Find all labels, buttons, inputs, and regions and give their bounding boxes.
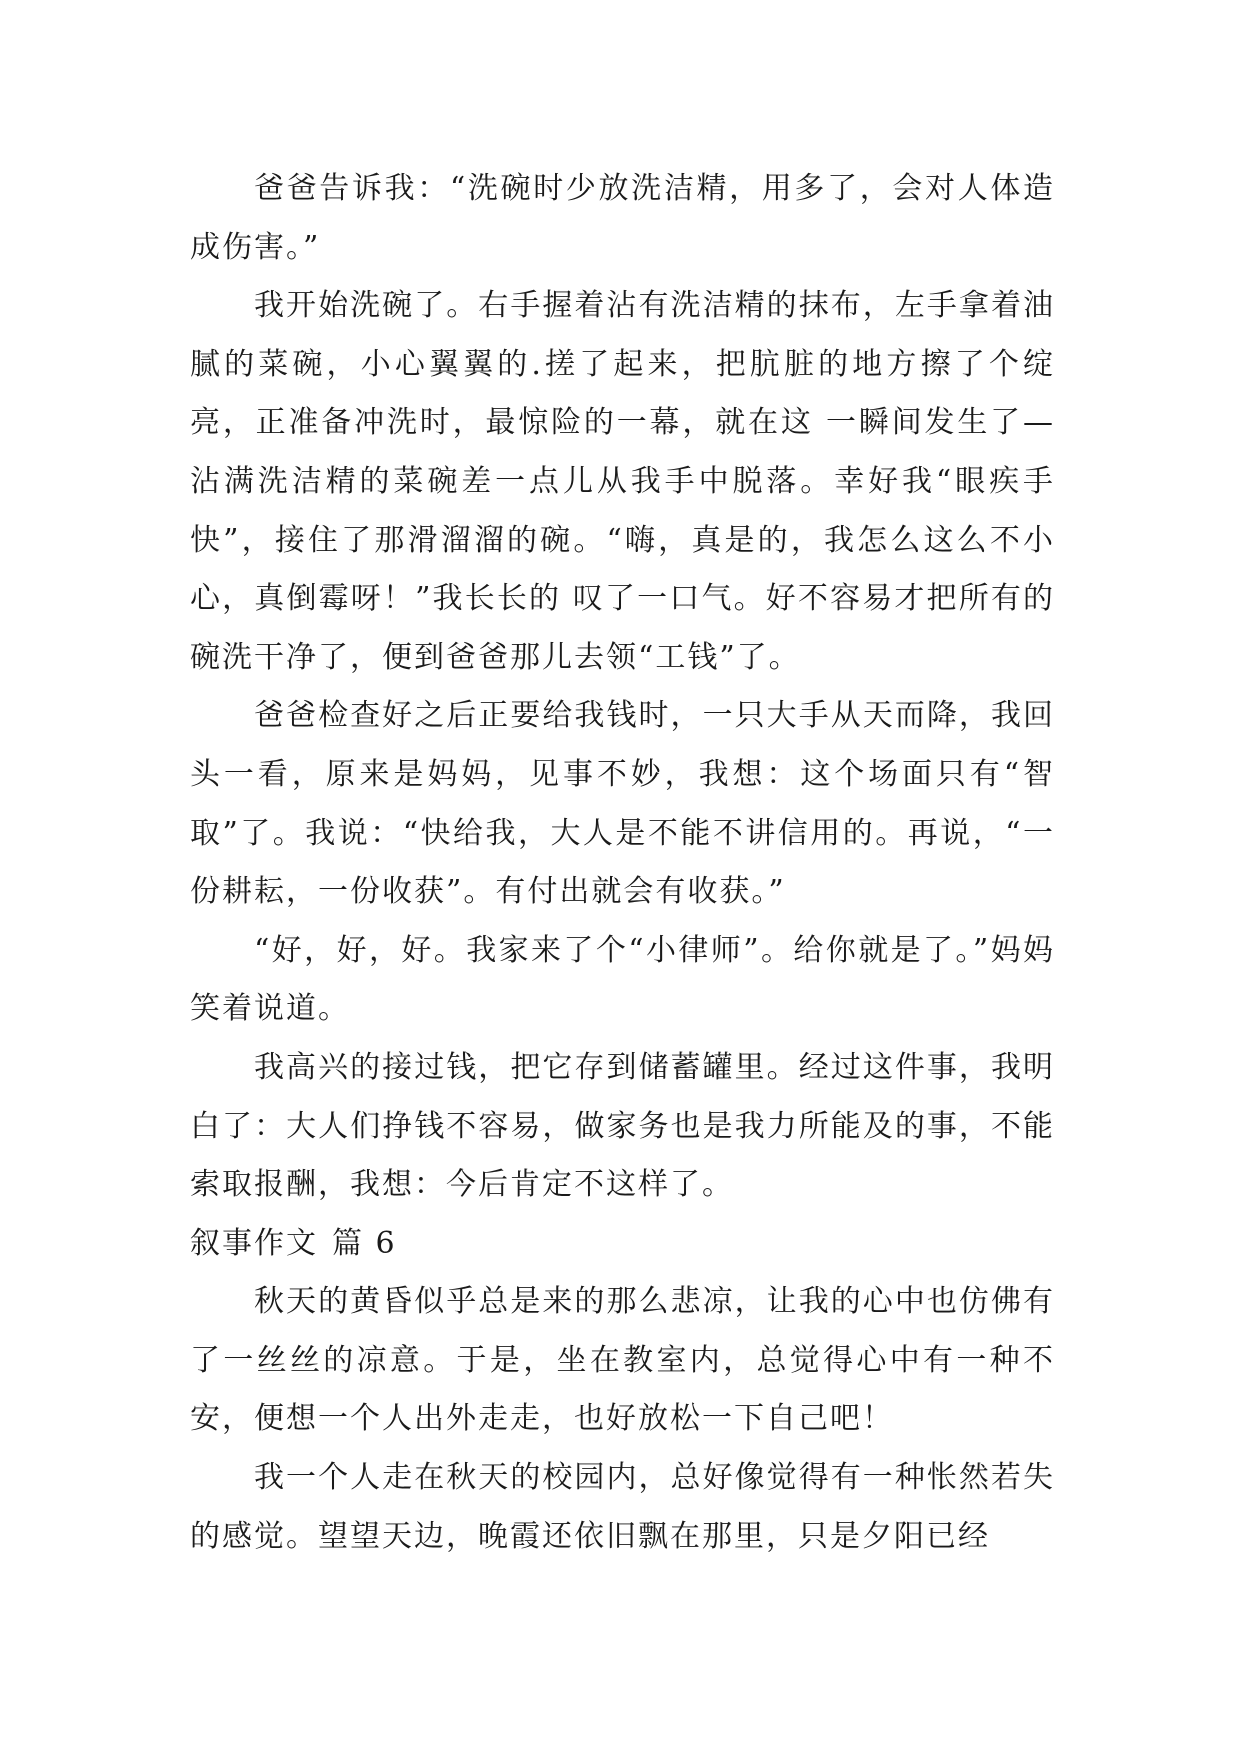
paragraph-mom-reply: “好，好，好。我家来了个“小律师”。给你就是了。”妈妈笑着说道。 xyxy=(190,932,1055,1027)
paragraph-washing-dishes: 我开始洗碗了。右手握着沾有洗洁精的抹布，左手拿着油腻的菜碗，小心翼翼的.搓了起来，把肮脏的地方擦了个绽亮，正准备冲洗时，最惊险的一幕，就在这 一瞬间发生了—沾满洗洁精的菜碗差一点儿从我手中脱落。幸好我“眼疾手快”，接住了那滑溜溜的碗。“嗨，真是的，我怎么这么不小心，真倒霉呀！”我长长的 叹了一口气。好不容易才把所有的碗洗干净了，便到爸爸那儿去领“工钱”了。 xyxy=(190,288,1055,675)
paragraph-asking-wages: 爸爸检查好之后正要给我钱时，一只大手从天而降，我回头一看，原来是妈妈，见事不妙，我想：这个场面只有“智取”了。我说：“快给我，大人是不能不讲信用的。再说，“一份耕耘，一份收获”。有付出就会有收获。” xyxy=(190,698,1055,910)
section-heading xyxy=(190,1215,1055,1274)
section-title: 叙事作文 xyxy=(190,1225,318,1261)
section-number: 篇 6 xyxy=(332,1225,397,1261)
document-body xyxy=(190,160,1055,1566)
paragraph-dad-advice: 爸爸告诉我：“洗碗时少放洗洁精，用多了，会对人体造成伤害。” xyxy=(190,171,1055,265)
paragraph-lesson-learned: 我高兴的接过钱，把它存到储蓄罐里。经过这件事，我明白了：大人们挣钱不容易，做家务也是我力所能及的事，不能索取报酬，我想：今后肯定不这样了。 xyxy=(190,1049,1055,1203)
paragraph-campus-walk: 我一个人走在秋天的校园内，总好像觉得有一种怅然若失的感觉。望望天边，晚霞还依旧飘在那里，只是夕阳已经 xyxy=(190,1460,1055,1554)
paragraph-autumn-dusk: 秋天的黄昏似乎总是来的那么悲凉，让我的心中也仿佛有了一丝丝的凉意。于是，坐在教室内，总觉得心中有一种不安，便想一个人出外走走，也好放松一下自己吧！ xyxy=(190,1284,1055,1437)
